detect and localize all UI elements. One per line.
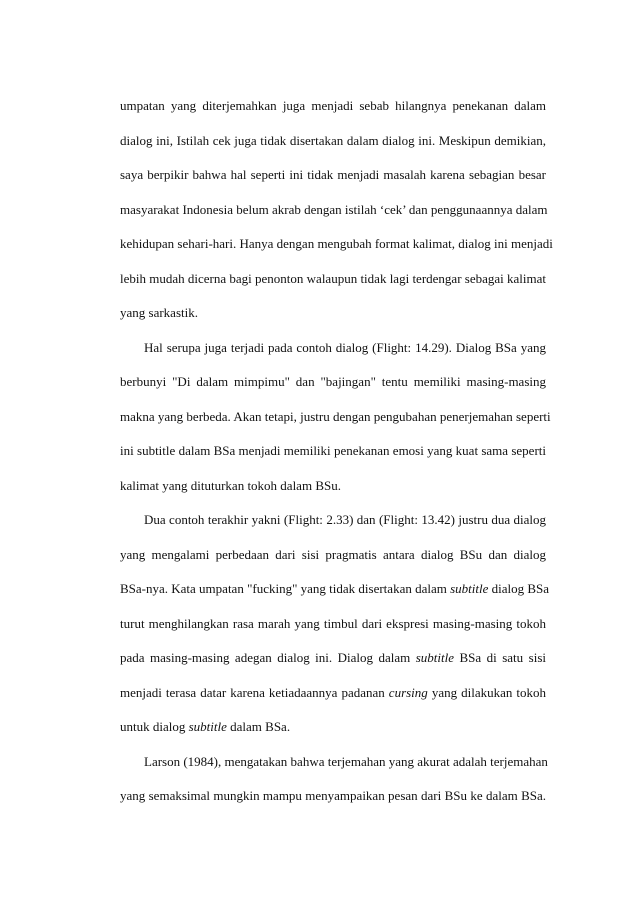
text-run: Dua contoh terakhir yakni (Flight: 2.33) dan (Flight: 13.42) justru dua dialog <box>144 512 546 527</box>
text-line <box>120 268 546 303</box>
text-run: untuk dialog <box>120 719 189 734</box>
text-run: ini subtitle dalam BSa menjadi memiliki penekanan emosi yang kuat sama seperti <box>120 443 546 458</box>
italic-term: subtitle <box>188 719 227 734</box>
text-line <box>120 544 546 579</box>
italic-term: subtitle <box>415 650 455 665</box>
text-line <box>120 475 546 510</box>
text-run: berbunyi "Di dalam mimpimu" dan "bajingan" tentu memiliki masing-masing <box>120 374 546 389</box>
text-line <box>120 647 546 682</box>
text-run: kalimat yang dituturkan tokoh dalam BSu. <box>120 477 341 493</box>
text-line <box>120 440 546 475</box>
text-run: turut menghilangkan rasa marah yang timbul dari ekspresi masing-masing tokoh <box>120 615 546 631</box>
text-run: pada masing-masing adegan dialog ini. Dialog dalam <box>120 650 416 665</box>
text-run: masyarakat Indonesia belum akrab dengan istilah ‘cek’ dan penggunaannya dalam <box>120 201 548 217</box>
body-text <box>120 95 553 820</box>
text-line <box>120 682 546 717</box>
text-line <box>120 406 551 441</box>
text-line <box>120 130 546 165</box>
text-run: menjadi terasa datar karena ketiadaannya padanan <box>120 684 389 700</box>
text-line <box>120 785 546 820</box>
text-run: dialog BSa <box>488 581 550 596</box>
text-line <box>120 95 546 130</box>
text-run: umpatan yang diterjemahkan juga menjadi sebab hilangnya penekanan dalam <box>120 98 546 113</box>
text-line <box>120 199 546 234</box>
text-line <box>120 233 553 268</box>
text-line <box>120 371 546 406</box>
text-line <box>120 337 546 372</box>
text-run: lebih mudah dicerna bagi penonton walaupun tidak lagi terdengar sebagai kalimat <box>120 270 546 286</box>
text-run: yang mengalami perbedaan dari sisi pragmatis antara dialog BSu dan dialog <box>120 546 546 562</box>
text-run: BSa di satu sisi <box>454 650 546 665</box>
text-run: kehidupan sehari-hari. Hanya dengan mengubah format kalimat, dialog ini menjadi <box>120 236 553 251</box>
text-run: yang sarkastik. <box>120 305 198 320</box>
italic-term: cursing <box>388 684 428 700</box>
text-line <box>120 509 546 544</box>
text-run: dialog ini, Istilah cek juga tidak disertakan dalam dialog ini. Meskipun demikian, <box>120 132 546 148</box>
text-run: makna yang berbeda. Akan tetapi, justru dengan pengubahan penerjemahan seperti <box>120 408 551 424</box>
text-run: Hal serupa juga terjadi pada contoh dialog (Flight: 14.29). Dialog BSa yang <box>144 339 546 355</box>
text-line <box>120 164 546 199</box>
text-run: yang dilakukan tokoh <box>427 684 546 700</box>
text-line <box>120 613 546 648</box>
text-line <box>120 302 546 337</box>
text-run: BSa-nya. Kata umpatan "fucking" yang tidak disertakan dalam <box>120 581 451 596</box>
text-run: dalam BSa. <box>226 719 291 734</box>
text-run: saya berpikir bahwa hal seperti ini tidak menjadi masalah karena sebagian besar <box>120 167 546 182</box>
text-run: yang semaksimal mungkin mampu menyampaikan pesan dari BSu ke dalam BSa. <box>120 788 546 803</box>
italic-term: subtitle <box>450 581 489 596</box>
text-line <box>120 578 550 613</box>
text-line <box>120 751 546 786</box>
text-run: Larson (1984), mengatakan bahwa terjemahan yang akurat adalah terjemahan <box>144 753 548 769</box>
text-line <box>120 716 546 751</box>
